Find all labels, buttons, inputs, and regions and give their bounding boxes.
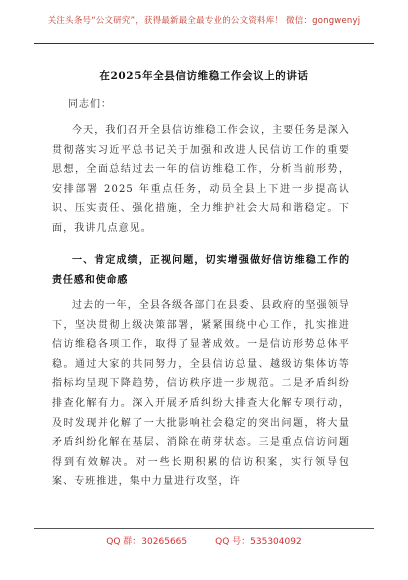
- footer-qq-group: QQ 群：30265665: [106, 537, 188, 547]
- intro-paragraph: 今天，我们召开全县信访维稳工作会议，主要任务是深入贯彻落实习近平总书记关于加强和改进人民信访工作的重要思想，全面总结过去一年的信访维稳工作，分析当前形势，安排部署 2025 年重点任务，动员全县上下进一步提高认识、压实责任、强化措施，全力维护社会大局和谐稳定。下面，我讲几点意见。: [52, 125, 350, 234]
- footer-qq-number: QQ 号：535304092: [215, 537, 302, 547]
- header-divider: [34, 43, 374, 44]
- footer-contacts: [0, 534, 408, 547]
- header-banner: 关注头条号“公文研究”，获得最新最全最专业的公文资料库！ 微信：gongwenyj: [47, 16, 361, 26]
- footer-divider: [34, 528, 374, 529]
- document-title: 在2025年全县信访维稳工作会议上的讲话: [99, 70, 309, 82]
- salutation: 同志们：: [68, 99, 112, 110]
- section-heading: 一、肯定成绩，正视问题，切实增强做好信访维稳工作的责任感和使命感: [52, 255, 350, 286]
- body-paragraph: 过去的一年，全县各级各部门在县委、县政府的坚强领导下，坚决贯彻上级决策部署，紧紧围绕中心工作，扎实推进信访维稳各项工作，取得了显著成效。一是信访形势总体平稳。通过大家的共同努力，全县信访总量、越级访集体访等指标均呈现下降趋势，信访秩序进一步规范。二是矛盾纠纷排查化解有力。深入开展矛盾纠纷大排查大化解专项行动，及时发现并化解了一大批影响社会稳定的突出问题，将大量矛盾纠纷化解在基层、消除在萌芽状态。三是重点信访问题得到有效解决。对一些长期积累的信访积案，实行领导包案、专班推进，集中力量进行攻坚，许: [52, 300, 350, 488]
